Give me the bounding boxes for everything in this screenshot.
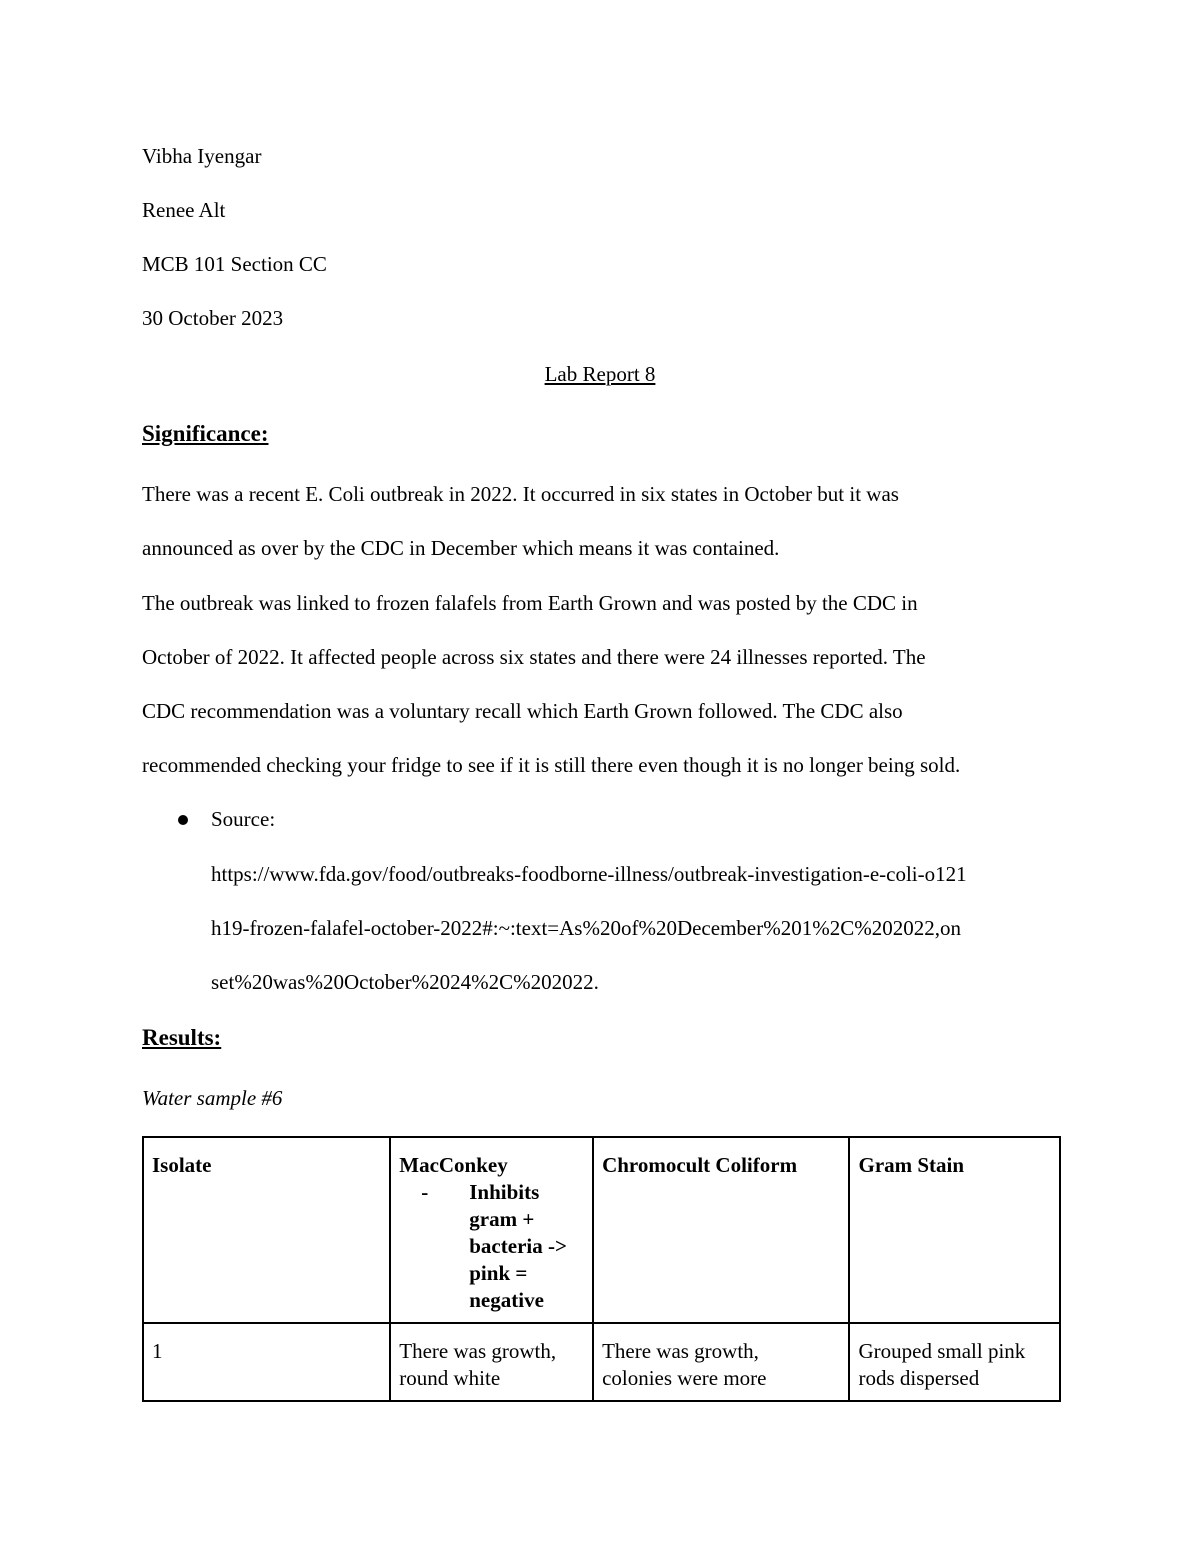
note-line: gram + [469,1207,535,1231]
header-isolate: Isolate [143,1137,390,1323]
macconkey-note-list [399,1179,584,1314]
cell-line: There was growth, [602,1339,759,1363]
source-url-line[interactable]: https://www.fda.gov/food/outbreaks-foodborne-illness/outbreak-investigation-e-coli-o121 [211,862,967,886]
note-line: negative [469,1288,544,1312]
note-line: pink = [469,1261,528,1285]
significance-line: announced as over by the CDC in December which means it was contained. [142,536,780,560]
note-line: Inhibits [469,1180,540,1204]
header-gram-stain: Gram Stain [849,1137,1060,1323]
significance-heading: Significance: [142,421,269,446]
macconkey-note-item [399,1179,584,1314]
cell-line: There was growth, [399,1339,557,1363]
table-header-row [143,1137,1060,1323]
results-table [142,1136,1061,1402]
cell-gram-stain [849,1323,1060,1401]
source-label: Source: [211,807,276,831]
table-row [143,1323,1060,1401]
report-title: Lab Report 8 [544,362,656,386]
report-date: 30 October 2023 [142,306,284,330]
header-macconkey-label: MacConkey [399,1153,508,1177]
source-url-line[interactable]: h19-frozen-falafel-october-2022#:~:text=As%20of%20December%201%2C%202022,on [211,916,961,940]
cell-isolate: 1 [143,1323,390,1401]
bullet-icon [178,815,188,825]
note-line: bacteria -> [469,1234,567,1258]
cell-macconkey [390,1323,593,1401]
header-chromocult: Chromocult Coliform [593,1137,849,1323]
cell-line: round white [399,1366,501,1390]
cell-line: Grouped small pink [858,1339,1026,1363]
student-name: Vibha Iyengar [142,144,262,168]
significance-line: The outbreak was linked to frozen falafels from Earth Grown and was posted by the CDC in [142,591,918,615]
instructor-name: Renee Alt [142,198,226,222]
header-macconkey [390,1137,593,1323]
cell-chromocult [593,1323,849,1401]
significance-line: There was a recent E. Coli outbreak in 2022. It occurred in six states in October but it was [142,482,899,506]
cell-line: rods dispersed [858,1366,980,1390]
source-url-line[interactable]: set%20was%20October%2024%2C%202022. [211,970,599,994]
sample-label: Water sample #6 [142,1086,283,1110]
dash-marker: - [421,1180,429,1204]
results-heading: Results: [142,1025,222,1050]
significance-line: CDC recommendation was a voluntary recall which Earth Grown followed. The CDC also [142,699,903,723]
course-section: MCB 101 Section CC [142,252,327,276]
cell-line: colonies were more [602,1366,767,1390]
significance-line: October of 2022. It affected people across six states and there were 24 illnesses reported. The [142,645,926,669]
significance-line: recommended checking your fridge to see if it is still there even though it is no longer being sold. [142,753,961,777]
